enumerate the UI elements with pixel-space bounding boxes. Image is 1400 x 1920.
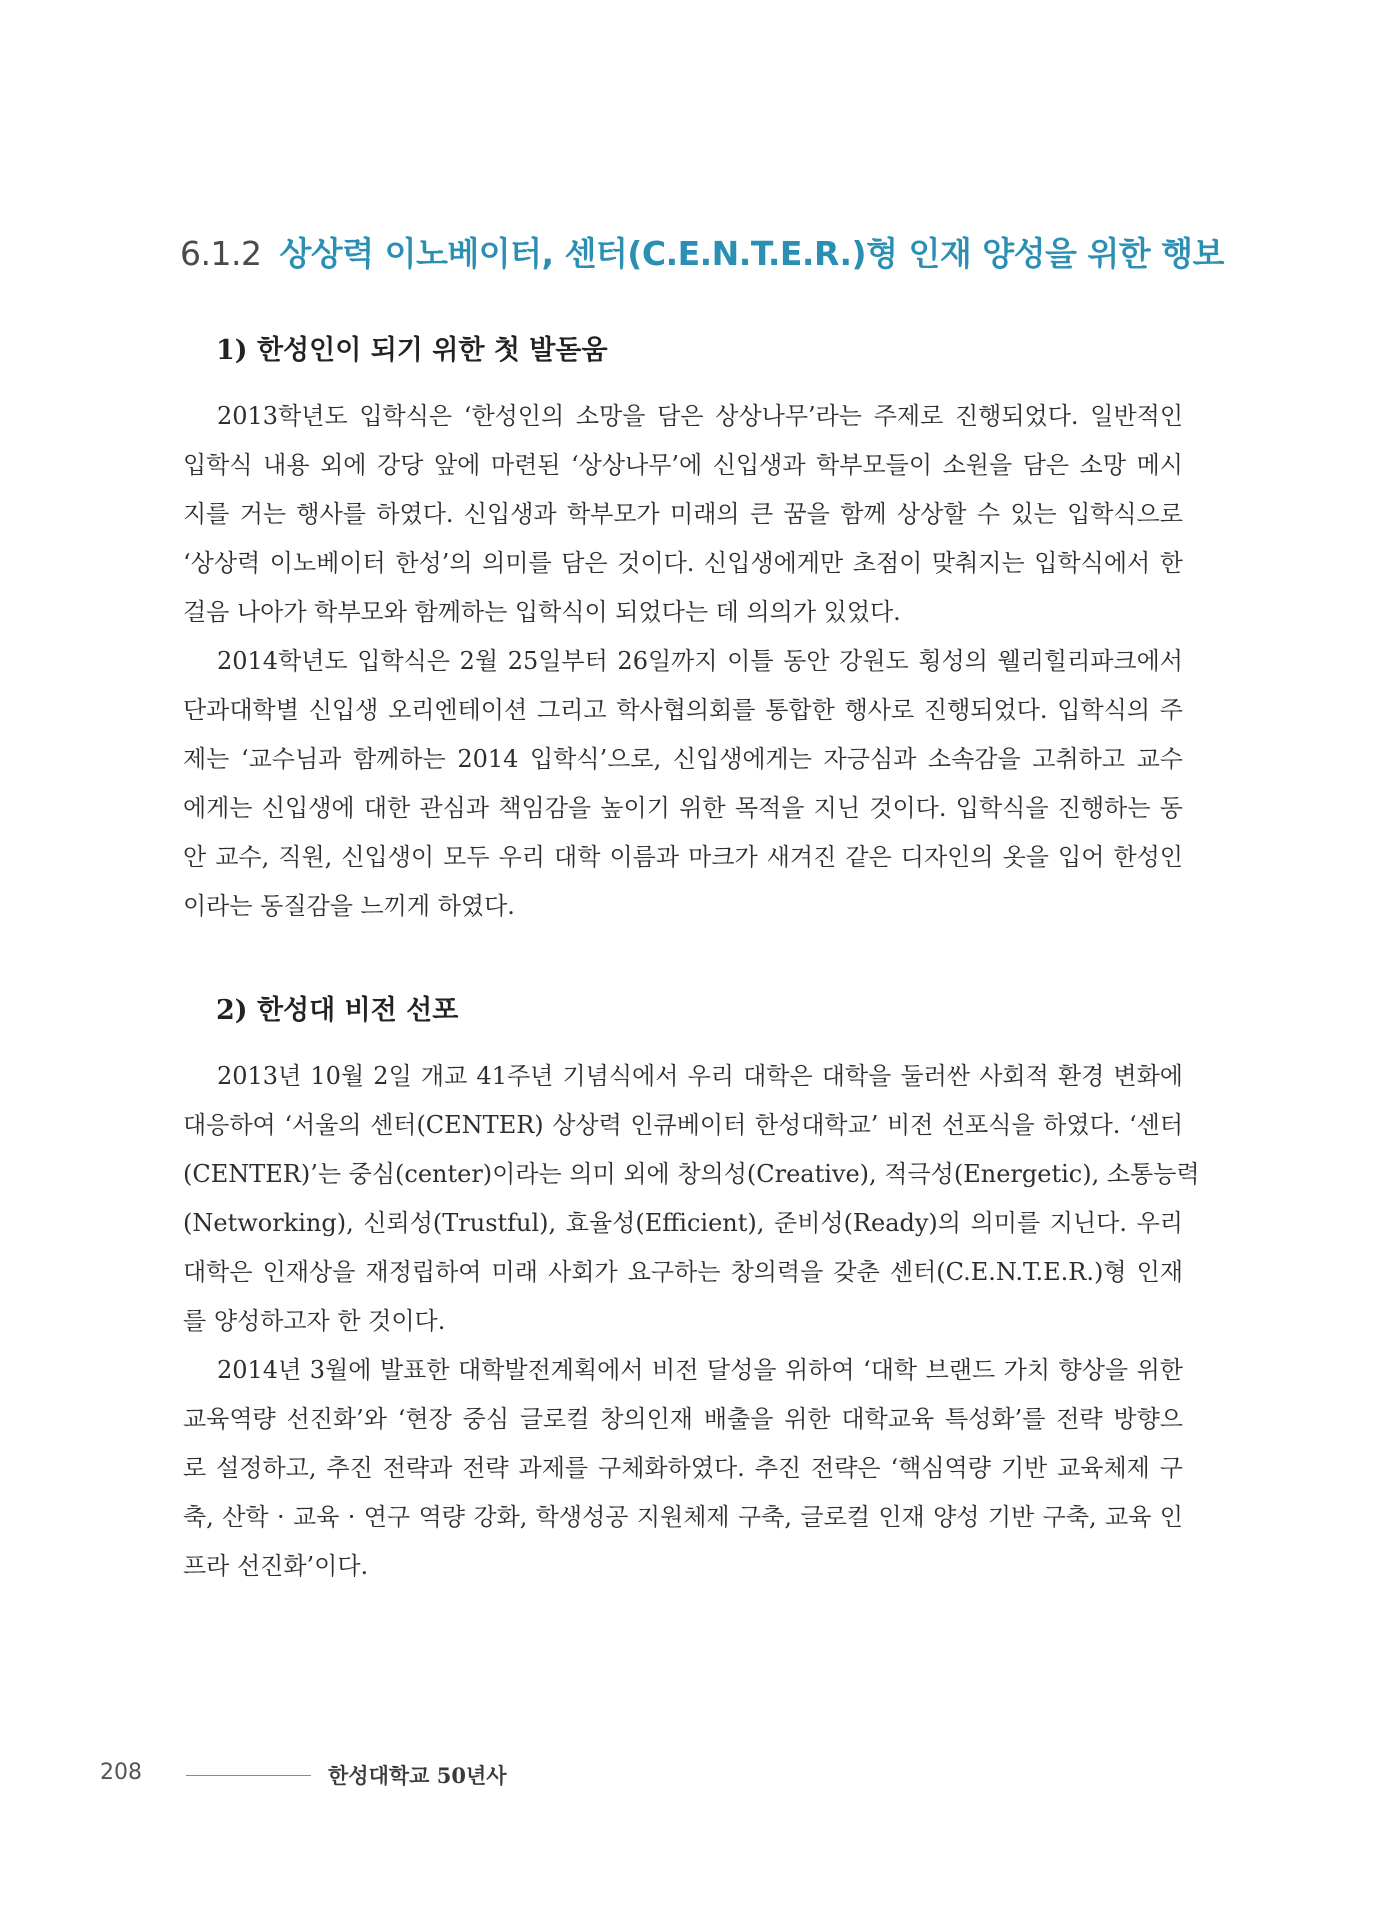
paragraph-line: 2013년 10월 2일 개교 41주년 기념식에서 우리 대학은 대학을 둘러싼 사회적 환경 변화에: [217, 1062, 1183, 1090]
paragraph-line: 지를 거는 행사를 하였다. 신입생과 학부모가 미래의 큰 꿈을 함께 상상할 수 있는 입학식으로: [183, 500, 1183, 528]
page-number: 208: [100, 1760, 142, 1785]
page-footer: [100, 1760, 700, 1800]
paragraph-line: (CENTER)’는 중심(center)이라는 의미 외에 창의성(Creative), 적극성(Energetic), 소통능력: [183, 1160, 1200, 1188]
paragraph-line: 를 양성하고자 한 것이다.: [183, 1307, 446, 1335]
paragraph-line: 프라 선진화’이다.: [183, 1552, 369, 1580]
paragraph-line: 이라는 동질감을 느끼게 하였다.: [183, 892, 515, 920]
book-title: 한성대학교 50년사: [328, 1763, 507, 1788]
paragraph-line: 축, 산학 · 교육 · 연구 역량 강화, 학생성공 지원체제 구축, 글로컬 인재 양성 기반 구축, 교육 인: [183, 1503, 1183, 1531]
paragraph-line: 교육역량 선진화’와 ‘현장 중심 글로컬 창의인재 배출을 위한 대학교육 특성화’를 전략 방향으: [183, 1405, 1183, 1433]
paragraph-line: 대학은 인재상을 재정립하여 미래 사회가 요구하는 창의력을 갖춘 센터(C.E.N.T.E.R.)형 인재: [183, 1258, 1183, 1286]
paragraph-line: 2014년 3월에 발표한 대학발전계획에서 비전 달성을 위하여 ‘대학 브랜드 가치 향상을 위한: [217, 1356, 1183, 1384]
paragraph-line: ‘상상력 이노베이터 한성’의 의미를 담은 것이다. 신입생에게만 초점이 맞춰지는 입학식에서 한: [183, 549, 1183, 577]
paragraph-line: 로 설정하고, 추진 전략과 전략 과제를 구체화하였다. 추진 전략은 ‘핵심역량 기반 교육체제 구: [183, 1454, 1183, 1482]
subsection-2-body: [183, 1052, 1200, 1591]
subsection-1-heading: 1) 한성인이 되기 위한 첫 발돋움: [216, 335, 608, 366]
subsection-1-body: [183, 392, 1183, 931]
paragraph-line: 안 교수, 직원, 신입생이 모두 우리 대학 이름과 마크가 새겨진 같은 디자인의 옷을 입어 한성인: [183, 843, 1183, 871]
paragraph-line: 대응하여 ‘서울의 센터(CENTER) 상상력 인큐베이터 한성대학교’ 비전 선포식을 하였다. ‘센터: [183, 1111, 1183, 1139]
paragraph-line: 에게는 신입생에 대한 관심과 책임감을 높이기 위한 목적을 지닌 것이다. 입학식을 진행하는 동: [183, 794, 1183, 822]
paragraph-line: 단과대학별 신입생 오리엔테이션 그리고 학사협의회를 통합한 행사로 진행되었다. 입학식의 주: [183, 696, 1183, 724]
paragraph-line: 2013학년도 입학식은 ‘한성인의 소망을 담은 상상나무’라는 주제로 진행되었다. 일반적인: [217, 402, 1183, 430]
paragraph-line: 제는 ‘교수님과 함께하는 2014 입학식’으로, 신입생에게는 자긍심과 소속감을 고취하고 교수: [183, 745, 1183, 773]
footer-divider: [186, 1775, 311, 1776]
section-title: 상상력 이노베이터, 센터(C.E.N.T.E.R.)형 인재 양성을 위한 행보: [279, 234, 1224, 273]
section-heading: [180, 228, 1240, 275]
paragraph-line: 2014학년도 입학식은 2월 25일부터 26일까지 이틀 동안 강원도 횡성의 웰리힐리파크에서: [217, 647, 1183, 675]
paragraph-line: 걸음 나아가 학부모와 함께하는 입학식이 되었다는 데 의의가 있었다.: [183, 598, 901, 626]
paragraph-line: (Networking), 신뢰성(Trustful), 효율성(Efficient), 준비성(Ready)의 의미를 지닌다. 우리: [183, 1209, 1183, 1237]
paragraph-line: 입학식 내용 외에 강당 앞에 마련된 ‘상상나무’에 신입생과 학부모들이 소원을 담은 소망 메시: [183, 451, 1183, 479]
section-number: 6.1.2: [180, 234, 262, 273]
subsection-2-heading: 2) 한성대 비전 선포: [216, 995, 459, 1026]
